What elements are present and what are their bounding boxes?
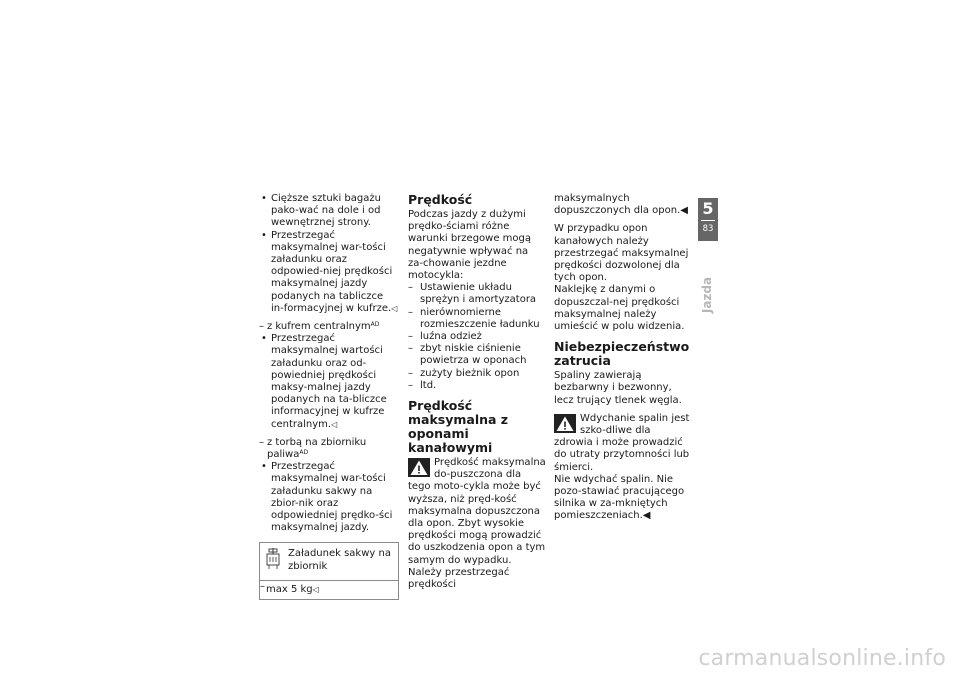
end-mark-icon: ◁ [391,303,398,313]
load-table-header [260,543,398,579]
weight-icon [266,548,288,574]
warning-block: Wdychanie spalin jest szko-dliwe dla zdrowia i może prowadzić do utraty przytomności lub śmierci. [554,412,690,473]
end-mark-icon: ◀ [680,205,688,217]
end-mark-icon: ◁ [331,419,338,429]
heading-max-speed: Prędkość maksymalna z oponami kanałowymi [408,398,509,456]
paragraph: W przypadku opon kanałowych należy przestrzegać maksymalnej prędkości dozwolonej dla tych opon. [554,223,689,284]
paragraph: Nie wdychać spalin. Nie pozo-stawiać pracującego silnika w za-mkniętych pomieszczeniach.◀ [554,473,685,522]
bullet-item: • Przestrzegać maksymalnej war-tości załadunku sakwy na zbior-nik oraz odpowiedniej prędko-ści maksymalnej jazdy. [259,461,399,534]
load-table-row: – max 5 kg◁ [260,580,398,599]
list-item: – zużyty bieżnik opon [408,368,546,380]
paragraph: Naklejkę z danymi o dopuszczal-nej prędkości maksymalnej należy umieścić w polu widzenia. [554,284,685,333]
dash-condition: – z torbą na zbiorniku paliwa$^{AD}$ [259,437,399,461]
warning-block: Prędkość maksymalna do-puszczona dla tego moto-cykla może być wyższa, niż pręd-kość maksymalna dopuszczona dla opon. Zbyt wysokie prędkości mogą prowadzić do uszkodzenia opon a tym samym do wypadku. Należy przestrzegać prędkości [408,457,546,591]
paragraph: maksymalnych dopuszczonych dla opon.◀ [554,193,688,217]
dash-condition: – z kufrem centralnym$^{AD}$ [259,321,399,333]
list-item: – zbyt niskie ciśnienie powietrza w oponach [408,343,546,367]
column-2 [408,193,546,591]
load-table-title: Załadunek sakwy na zbiornik [288,548,391,572]
watermark: carmanualsonline.info [698,646,946,671]
warning-icon [554,414,576,433]
page-number: 83 [702,224,714,234]
bullet-item: • Przestrzegać maksymalnej wartości załadunku oraz od-powiedniej prędkości maksy-malnej jazdy podanych na ta-bliczce informacyjnej w kufrze centralnym.◁ [259,333,399,431]
warning-icon [408,458,430,477]
load-table [259,542,399,599]
chapter-number: 5 [702,199,714,218]
list-item: – Ustawienie układu sprężyn i amortyzatora [408,282,546,306]
paragraph: Podczas jazdy z dużymi prędko-ściami różne warunki brzegowe mogą negatywnie wpływać na za-chowanie jezdne motocykla: [408,209,532,282]
end-mark-icon: ◀ [642,510,651,522]
column-3 [554,193,690,523]
column-1 [259,193,399,600]
bullet-item: • Przestrzegać maksymalnej war-tości załadunku oraz odpowied-niej prędkości maksymalnej jazdy podanych na tabliczce in-formacyjnej w kufrze.◁ [259,230,399,315]
heading-speed: Prędkość [408,192,473,207]
list-item: – luźna odzież [408,331,546,343]
chapter-tab [698,198,718,241]
end-mark-icon: ◁ [312,584,319,594]
heading-poisoning: Niebezpieczeństwo zatrucia [554,339,690,369]
section-label: Jazda [699,276,714,314]
bullet-item: • Cięższe sztuki bagażu pako-wać na dole i od wewnętrznej strony. [259,193,399,230]
list-item: – ltd. [408,380,546,392]
paragraph: Spaliny zawierają bezbarwny i bezwonny, lecz trujący tlenek węgla. [554,370,682,406]
list-item: – nierównomierne rozmieszczenie ładunku [408,307,546,331]
